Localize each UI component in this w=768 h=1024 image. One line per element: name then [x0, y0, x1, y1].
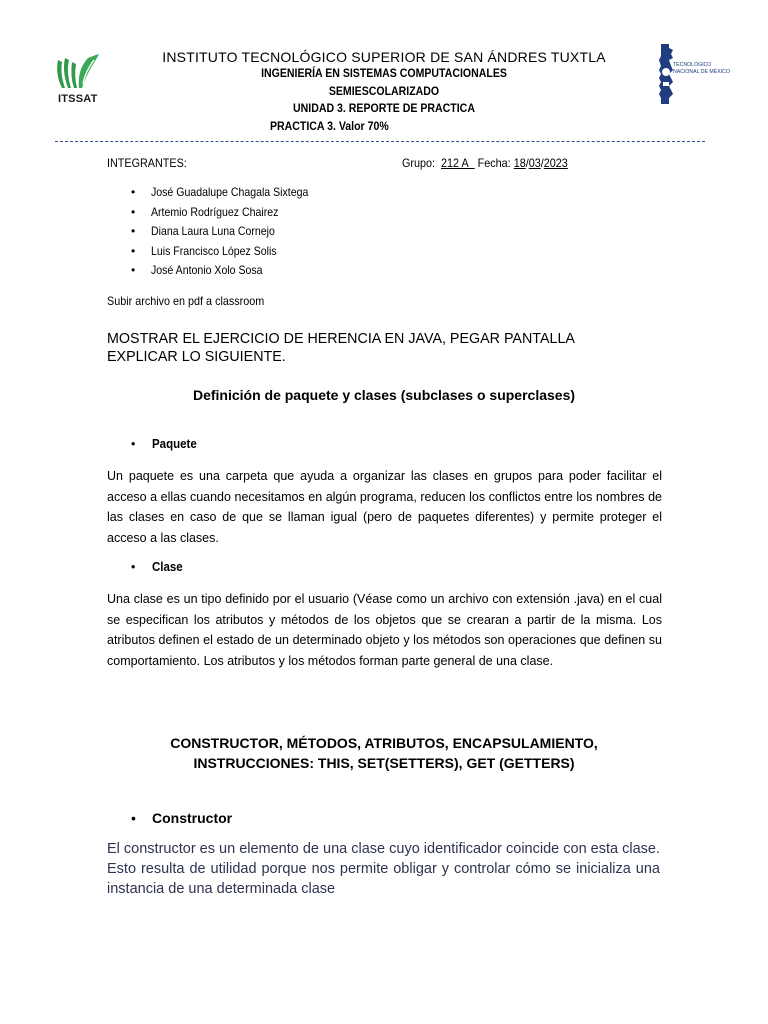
list-item: • Luis Francisco López Solis — [131, 243, 277, 258]
list-item: • José Antonio Xolo Sosa — [131, 263, 263, 278]
bullet-icon: • — [131, 204, 136, 219]
bullet-icon: • — [131, 224, 136, 239]
list-item: • Artemio Rodríguez Chairez — [131, 204, 279, 219]
list-item: • José Guadalupe Chagala Sixtega — [131, 185, 309, 199]
unit-line: UNIDAD 3. REPORTE DE PRACTICA — [293, 101, 475, 115]
fecha-month: 03 — [528, 156, 541, 170]
bullet-icon: • — [131, 810, 136, 826]
itssat-logo-text: ITSSAT — [58, 93, 98, 105]
paquete-paragraph: Un paquete es una carpeta que ayuda a organizar las clases en grupos para poder facilitar el acceso a ellas cuando necesitamos en algún programa, reducen los conflictos entre los nombres de las clases en caso de que se llaman igual (pero de paquetes diferentes) y permite proteger el acceso a las clases. — [107, 469, 662, 545]
institute-title: INSTITUTO TECNOLÓGICO SUPERIOR DE SAN ÁNDRES TUXTLA — [162, 49, 606, 65]
integrantes-label: INTEGRANTES: — [107, 156, 187, 170]
bullet-icon: • — [131, 185, 136, 199]
clase-paragraph: Una clase es un tipo definido por el usuario (Véase como un archivo con extensión .java) en el cual se especifican los atributos y métodos de los objetos que se crearan a partir de la misma. Los atributos definen el estado de un determinado objeto y los métodos son operaciones que definen su comportamiento. Los atributos y los métodos forman parte general de una clase. — [107, 592, 662, 668]
grupo-value: 212 A — [441, 156, 469, 170]
tecnm-logo-text: TECNOLÓGICO NACIONAL DE MÉXICO — [673, 62, 730, 75]
members-list — [131, 185, 330, 283]
header-divider — [55, 141, 705, 142]
upload-note: Subir archivo en pdf a classroom — [107, 294, 265, 308]
fecha-day: 18 — [513, 156, 526, 170]
fecha-year: 2023 — [543, 156, 568, 170]
instruction-text: MOSTRAR EL EJERCICIO DE HERENCIA EN JAVA, PEGAR PANTALLA EXPLICAR LO SIGUIENTE. — [107, 331, 575, 365]
fecha-label: Fecha: — [477, 156, 511, 170]
career-line: INGENIERÍA EN SISTEMAS COMPUTACIONALES — [261, 66, 507, 80]
grupo-label: Grupo: — [402, 156, 436, 170]
bullet-icon: • — [131, 243, 136, 258]
document-page: ITSSAT TECNOLÓGICO NACIONAL DE MÉXICO INSTITUTO TECNOLÓGICO SUPERIOR DE SAN ÁNDRES TUXTLA INGENIERÍA EN SISTEMAS COMPUTACIONALES SEMIESCOLARIZADO UNIDAD 3. REPORTE DE PRACTICA PRACTICA 3. Valor 70% INTEGRANTES: Grupo: 212 A Fecha: 18/03/2023 • José Guadalupe Chagala Sixtega • Artemio Rodríguez Chairez • Diana Laura Luna Cornejo • Luis Francisco López Solis • José Antonio Xolo Sosa Subir archivo en pdf a classroom MOSTRAR EL EJERCICIO DE HERENCIA EN JAVA, PEGAR PANTALLA EXPLICAR LO SIGUIENTE. Definición de paquete y clases (subclases o superclases) • Paquete Un paquete es una carpeta que ayuda a organizar las clases en grupos para poder facilitar el acceso a ellas cuando necesitamos en algún programa, reducen los conflictos entre los nombres de las clases en caso de que se llaman igual (pero de paquetes diferentes) y permite proteger el acceso a las clases. • Clase Una clase es un tipo definido por el usuario (Véase como un archivo con extensión .java) en el cual se especifican los atributos y métodos de los objetos que se crearan a partir de la misma. Los atributos definen el estado de un determinado objeto y los métodos son operaciones que definen su comportamiento. Los atributos y los métodos forman parte general de una clase. CONSTRUCTOR, MÉTODOS, ATRIBUTOS, ENCAPSULAMIENTO, INSTRUCCIONES: THIS, SET(SETTERS), GET (GETTERS) • Constructor El constructor es un elemento de una clase cuyo identificador coincide con esta clase. Esto resulta de utilidad porque nos permite obligar y controlar cómo se inicializa una instancia de una determinada clase — [0, 0, 768, 1024]
bullet-icon: • — [131, 263, 136, 278]
constructor-paragraph: El constructor es un elemento de una clase cuyo identificador coincide con esta clase. Esto resulta de utilidad porque nos permite obligar y controlar cómo se inicializa una instancia de una determinada clase — [107, 841, 660, 898]
modality-line: SEMIESCOLARIZADO — [328, 84, 440, 98]
section2-heading: CONSTRUCTOR, MÉTODOS, ATRIBUTOS, ENCAPSULAMIENTO, INSTRUCCIONES: THIS, SET(SETTERS), GET (GETTERS) — [170, 735, 598, 771]
group-date-line: Grupo: 212 A Fecha: 18/03/2023 — [402, 156, 568, 170]
section1-heading: Definición de paquete y clases (subclases o superclases) — [192, 387, 576, 403]
bullet-icon: • — [131, 437, 136, 451]
list-item: • Diana Laura Luna Cornejo — [131, 224, 275, 239]
practice-line: PRACTICA 3. Valor 70% — [270, 119, 389, 133]
bullet-icon: • — [131, 560, 136, 574]
